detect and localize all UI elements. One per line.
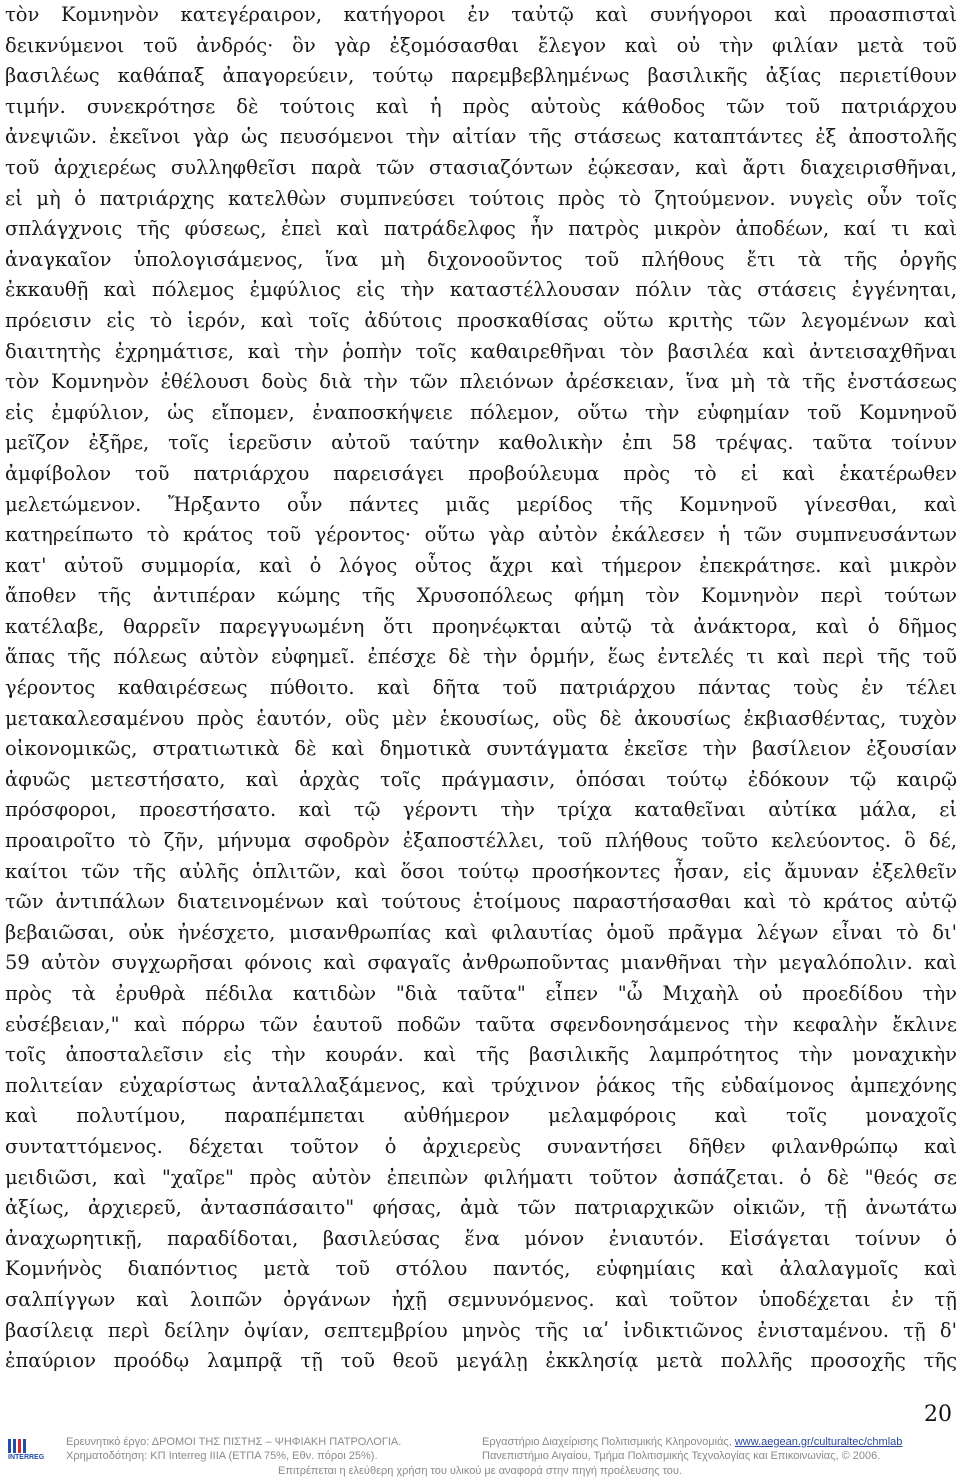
text-line: ἄποθεν τῆς ἀντιπέραν κώμης τῆς Χρυσοπόλεως φήμη τὸν Κομνηνὸν περὶ τούτων (5, 584, 957, 608)
text-line: τῶν ἀντιπάλων διατεινομένων καὶ τούτους ἑτοίμους παραστήσασθαι καὶ τὸ κράτος αὐτῷ (5, 890, 957, 914)
text-line: μειδιῶσι, καὶ "χαῖρε" πρὸς αὐτὸν ἐπειπὼν φιλήματι τοῦτον ἀσπάζεται. ὁ δὲ "θεός σε (5, 1165, 957, 1189)
interreg-logo-icon (8, 1436, 56, 1460)
text-line: προαιροῖτο τὸ ζῆν, μήνυμα σφοδρὸν ἐξαποστέλλει, τοῦ πλήθους τοῦτο κελεύοντος. ὃ δέ, (5, 829, 957, 853)
text-line: τὸν Κομνηνὸν κατεγέραιρον, κατήγοροι ἐν ταὐτῷ καὶ συνήγοροι καὶ προασπισταὶ (5, 3, 957, 26)
text-line: κατηρείπωτο τὸ κράτος τοῦ γέροντος· οὕτω γὰρ αὐτὸν ἐκάλεσεν ἡ τῶν συμπνευσάντων (5, 523, 957, 547)
text-line: μελετώμενον. Ἤρξαντο οὖν πάντες μιᾶς μερίδος τῆς Κομνηνοῦ γίνεσθαι, καὶ (5, 492, 957, 516)
text-line: καίτοι τῶν τῆς αὐλῆς ὁπλιτῶν, καὶ ὅσοι τούτῳ προσήκοντες ἦσαν, εἰς ἄμυναν ἐξελθεῖν (5, 859, 957, 883)
text-line: τοῦ ἀρχιερέως συλληφθεῖσι παρὰ τῶν στασιαζόντων ἐῴκεσαν, καὶ ἄρτι διαχειρισθῆναι, (5, 155, 957, 179)
main-text (5, 0, 957, 1377)
text-line: πρόσφοροι, προεστήσατο. καὶ τῷ γέροντι τὴν τρίχα καταθεῖναι αὐτίκα μάλα, εἰ (5, 798, 957, 822)
footer-project: Ερευνητικό έργο: ΔΡΟΜΟΙ ΤΗΣ ΠΙΣΤΗΣ – ΨΗΦΙΑΚΗ ΠΑΤΡΟΛΟΓΙΑ. (66, 1436, 402, 1448)
footer-university: Πανεπιστήμιο Αιγαίου, Τμήμα Πολιτισμικής Τεχνολογίας και Επικοινωνίας, © 2006. (482, 1450, 881, 1462)
text-line: ἀξίως, ἀρχιερεῦ, ἀντασπάσαιτο" φήσας, ἀμὰ τῶν πατριαρχικῶν οἰκιῶν, τῇ ἀνωτάτω (5, 1196, 957, 1220)
text-line: εἰ μὴ ὁ πατριάρχης κατελθὼν συμπνεύσει τούτοις πρὸς τὸ ζητούμενον. νυγεὶς οὖν τοῖς (5, 186, 957, 210)
text-line: εἰς ἐμφύλιον, ὡς εἴπομεν, ἐναποσκήψειε πόλεμον, οὕτω τὴν εὐφημίαν τοῦ Κομνηνοῦ (5, 400, 957, 424)
text-line: ἅπας τῆς πόλεως αὐτὸν εὐφημεῖ. ἐπέσχε δὲ τὴν ὁρμήν, ἕως ἐντελές τι καὶ περὶ τῆς τοῦ (5, 645, 957, 669)
text-line: τιμήν. συνεκρότησε δὲ τούτοις καὶ ἡ πρὸς αὐτοὺς κάθοδος τῶν τοῦ πατριάρχου (5, 94, 957, 118)
text-line: μεῖζον ἐξῆρε, τοῖς ἱερεῦσιν αὐτοῦ ταύτην καθολικὴν ἐπι 58 τρέψας. ταῦτα τοίνυν (5, 431, 957, 455)
text-line: ἐκκαυθῇ καὶ πόλεμος ἐμφύλιος εἰς τὴν καταστέλλουσαν πόλιν τὰς στάσεις ἐγγένηται, (5, 278, 957, 302)
text-line: οἰκονομικῶς, στρατιωτικὰ δὲ καὶ δημοτικὰ συντάγματα ἐκεῖσε τὴν βασίλειον ἐξουσίαν (5, 737, 957, 761)
text-line: τὸν Κομνηνὸν ἐθέλουσι δοὺς διὰ τὴν τῶν πλειόνων ἀρέσκειαν, ἵνα μὴ τὰ τῆς ἐνστάσεως (5, 370, 957, 394)
footer (0, 1432, 960, 1482)
text-line: εὐσέβειαν," καὶ πόρρω τῶν ἑαυτοῦ ποδῶν ταῦτα σφενδονησάμενος τὴν κεφαλὴν ἔκλινε (5, 1012, 957, 1036)
text-line: ἀναχωρητικῇ, παραδίδοται, βασιλεύσας ἕνα μόνον ἐνιαυτόν. Εἰσάγεται τοίνυν ὁ (5, 1226, 957, 1250)
text-line: ἀφυῶς μετεστήσατο, καὶ ἀρχὰς τοῖς πράγμασιν, ὁπόσαι τούτῳ ἐδόκουν τῷ καιρῷ (5, 767, 957, 791)
page-number: 20 (924, 1402, 952, 1427)
footer-funding: Χρηματοδότηση: ΚΠ Interreg IIIA (ΕΤΠΑ 75%, Εθν. πόροι 25%). (66, 1450, 378, 1462)
footer-lab-link[interactable]: www.aegean.gr/culturaltec/chmlab (734, 1436, 903, 1448)
text-line: γέροντος καθαιρέσεως πύθοιτο. καὶ δῆτα τοῦ πατριάρχου πάντας τοὺς ἐν τέλει (5, 676, 957, 700)
text-line: κατέλαβε, θαρρεῖν παρεγγυωμένη ὅτι προηνέῳκται αὐτῷ τὰ ἀνάκτορα, καὶ ὁ δῆμος (5, 614, 957, 638)
text-line: 59 αὐτὸν συγχωρῆσαι φόνοις καὶ σφαγαῖς ἀνθρωποῦντας μιανθῆναι τὴν μεγαλόπολιν. καὶ (5, 951, 957, 975)
text-line: βασίλειᾳ περὶ δείλην ὀψίαν, σεπτεμβρίου μηνὸς τῆς ιαʹ ἰνδικτιῶνος ἐνισταμένου. τῇ δ' (5, 1318, 957, 1342)
text-line: πρόεισιν εἰς τὸ ἱερόν, καὶ τοῖς ἀδύτοις προσκαθίσας οὕτω κριτὴς τῶν λεγομένων καὶ (5, 308, 957, 332)
text-line: ἀνεψιῶν. ἐκεῖνοι γὰρ ὡς πευσόμενοι τὴν αἰτίαν τῆς στάσεως καταπτάντες ἐξ ἀποστολῆς (5, 125, 957, 149)
text-line: συνταττόμενος. δέχεται τοῦτον ὁ ἀρχιερεὺς συναντήσει δῆθεν φιλανθρώπῳ καὶ (5, 1134, 957, 1158)
footer-lab-name: Εργαστήριο Διαχείρισης Πολιτισμικής Κληρονομιάς, (482, 1436, 732, 1448)
text-line: σπλάγχνοις τῆς φύσεως, ἐπεὶ καὶ πατράδελφος ἦν πατρὸς μικρὸν ἀποδέων, καί τι καὶ (5, 217, 957, 241)
text-line: ἀναγκαῖον ὑπολογισάμενος, ἵνα μὴ διχονοοῦντος τοῦ πλήθους ἔτι τὰ τῆς ὀργῆς (5, 247, 957, 271)
text-line: βεβαιῶσαι, οὐκ ἠνέσχετο, μισανθρωπίας καὶ φιλαυτίας ὁμοῦ πρᾶγμα λέγων εἶναι τὸ δι' (5, 920, 957, 944)
text-line: πρὸς τὰ ἐρυθρὰ πέδιλα κατιδὼν "διὰ ταῦτα" εἶπεν "ὦ Μιχαὴλ οὐ προεδίδου τὴν (5, 982, 957, 1005)
logo-text: INTERREG (8, 1454, 45, 1460)
text-line: διαιτητὴς ἐχρημάτισε, καὶ τὴν ῥοπὴν τοῖς καθαιρεθῆναι τὸν βασιλέα καὶ ἀντεισαχθῆναι (5, 339, 957, 363)
text-line: μετακαλεσαμένου πρὸς ἑαυτόν, οὓς μὲν ἑκουσίως, οὓς δὲ ἀκουσίως ἐκβιασθέντας, τυχὸν (5, 706, 957, 730)
text-line: Κομνήνὸς διαπόντιος μετὰ τοῦ στόλου παντός, εὐφημίαις καὶ ἀλαλαγμοῖς καὶ (5, 1257, 957, 1281)
footer-permission: Επιτρέπεται η ελεύθερη χρήση του υλικού με αναφορά στην πηγή προέλευσης του. (278, 1465, 682, 1477)
text-line: ἀμφίβολον τοῦ πατριάρχου παρεισάγει προβούλευμα πρὸς τὸ εἰ καὶ ἑκατέρωθεν (5, 461, 957, 485)
text-line: κατ' αὐτοῦ συμμορία, καὶ ὁ λόγος οὗτος ἄχρι καὶ τήμερον ἐπεκράτησε. καὶ μικρὸν (5, 553, 957, 577)
text-line: ἐπαύριον προόδῳ λαμπρᾷ τῇ τοῦ θεοῦ μεγάλῃ ἐκκλησίᾳ μετὰ πολλῆς προσοχῆς τῆς (5, 1349, 957, 1373)
text-line: πολιτείαν εὐχαρίστως ἀνταλλαξάμενος, καὶ τρύχινον ῥάκος τῆς εὐδαίμονος ἀμπεχόνης (5, 1073, 957, 1097)
footer-lab (482, 1436, 902, 1448)
text-line: δεικνύμενοι τοῦ ἀνδρός· ὃν γὰρ ἐξομόσασθαι ἔλεγον καὶ οὐ τὴν φιλίαν μετὰ τοῦ (5, 33, 957, 57)
text-line: σαλπίγγων καὶ λοιπῶν ὀργάνων ἠχῇ σεμνυνόμενος. καὶ τοῦτον ὑποδέχεται ἐν τῇ (5, 1287, 957, 1311)
text-line: βασιλέως καθάπαξ ἀπαγορεύειν, τούτῳ παρεμβεβλημένως βασιλικῆς ἀξίας περιετίθουν (5, 64, 957, 88)
text-line: τοῖς ἀποσταλεῖσιν εἰς τὴν κουράν. καὶ τῆς βασιλικῆς λαμπρότητος τὴν μοναχικὴν (5, 1043, 957, 1067)
text-line: καὶ πολυτίμου, παραπέμπεται αὐθήμερον μελαμφόροις καὶ τοῖς μοναχοῖς (5, 1104, 957, 1128)
